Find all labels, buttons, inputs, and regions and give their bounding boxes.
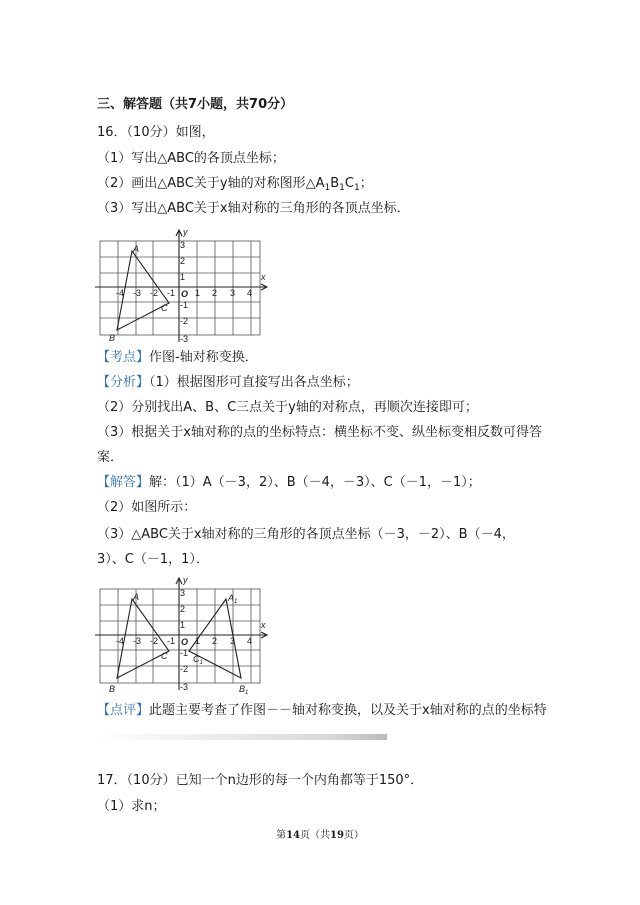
x-axis-label: x — [261, 272, 266, 282]
x-tick: 3 — [230, 288, 236, 298]
fenxi-line-4: 案． — [97, 450, 124, 465]
point-b1-label: $B_1$ — [239, 684, 249, 696]
point-c-label: C — [161, 303, 168, 313]
x-tick: 2 — [212, 636, 218, 646]
x-tick: -1 — [167, 636, 176, 646]
q17-item-1: （1）求n； — [97, 799, 166, 814]
x-tick: 1 — [195, 636, 201, 646]
q16-item-2: （2）画出△ABC关于y轴的对称图形$\triangle A_1B_1C_1$； — [97, 176, 373, 193]
x-tick: 2 — [212, 288, 218, 298]
x-tick: 4 — [247, 636, 253, 646]
coordinate-graph-1 — [95, 226, 275, 346]
y-tick: -1 — [180, 300, 189, 310]
q16-item-1: （1）写出△ABC的各顶点坐标； — [97, 151, 285, 166]
kaodian: 【考点】作图-轴对称变换． — [97, 350, 258, 365]
point-c-label: C — [161, 651, 168, 661]
page-fade-divider — [97, 734, 387, 740]
dianping: 【点评】此题主要考查了作图－－轴对称变换，以及关于x轴对称的点的坐标特 — [97, 703, 547, 718]
y-tick: 3 — [180, 588, 186, 598]
x-tick: -1 — [167, 288, 176, 298]
y-axis-label: y — [183, 227, 188, 237]
fenxi-line-3: （3）根据关于x轴对称的点的坐标特点：横坐标不变、纵坐标变相反数可得答 — [97, 425, 542, 440]
point-a1-label: $A_1$ — [228, 593, 238, 605]
x-tick: -4 — [116, 288, 125, 298]
q16-header: 16．（10分）如图， — [97, 125, 215, 140]
y-tick: 2 — [180, 604, 186, 614]
section-title: 三、解答题（共7小题，共70分） — [97, 97, 294, 112]
q17-header: 17．（10分）已知一个n边形的每一个内角都等于150°． — [97, 773, 424, 788]
jieda-line-4: 3）、C（－1，1）． — [97, 552, 209, 567]
x-tick: 4 — [247, 288, 253, 298]
jieda-line-3: （3）△ABC关于x轴对称的三角形的各顶点坐标（－3，－2）、B（－4， — [97, 527, 515, 542]
y-tick: -3 — [180, 682, 189, 692]
y-tick: -1 — [180, 648, 189, 658]
x-tick: 1 — [195, 288, 201, 298]
point-a-label: A — [133, 592, 140, 602]
point-b-label: B — [109, 333, 116, 343]
y-axis-label: y — [183, 575, 188, 585]
x-tick: -3 — [133, 288, 142, 298]
origin-label: O — [181, 289, 189, 299]
jieda-line-2: （2）如图所示： — [97, 500, 197, 515]
y-tick: -3 — [180, 334, 189, 344]
q16-item-3: （3）写出△ABC关于x轴对称的三角形的各顶点坐标． — [97, 201, 410, 216]
x-tick: -3 — [133, 636, 142, 646]
point-c1-label: $C_1$ — [193, 654, 203, 666]
y-tick: -2 — [180, 316, 189, 326]
fenxi-line-1: 【分析】（1）根据图形可直接写出各点坐标； — [97, 375, 359, 390]
y-tick: 1 — [180, 620, 186, 630]
coordinate-graph-2 — [95, 574, 275, 698]
y-tick: 2 — [180, 256, 186, 266]
y-tick: 3 — [180, 240, 186, 250]
fenxi-line-2: （2）分别找出A、B、C三点关于y轴的对称点，再顺次连接即可； — [97, 400, 478, 415]
jieda-line-1: 【解答】解：（1）A（－3，2）、B（－4，－3）、C（－1，－1）； — [97, 475, 481, 490]
x-tick: -2 — [150, 636, 159, 646]
x-tick: 3 — [230, 636, 236, 646]
x-tick: -2 — [150, 288, 159, 298]
y-tick: -2 — [180, 664, 189, 674]
y-tick: 1 — [180, 272, 186, 282]
point-a-label: A — [133, 244, 140, 254]
origin-label: O — [181, 637, 189, 647]
page-footer: 第14页（共19页） — [276, 830, 364, 841]
x-axis-label: x — [261, 620, 266, 630]
point-b-label: B — [109, 684, 116, 694]
x-tick: -4 — [116, 636, 125, 646]
